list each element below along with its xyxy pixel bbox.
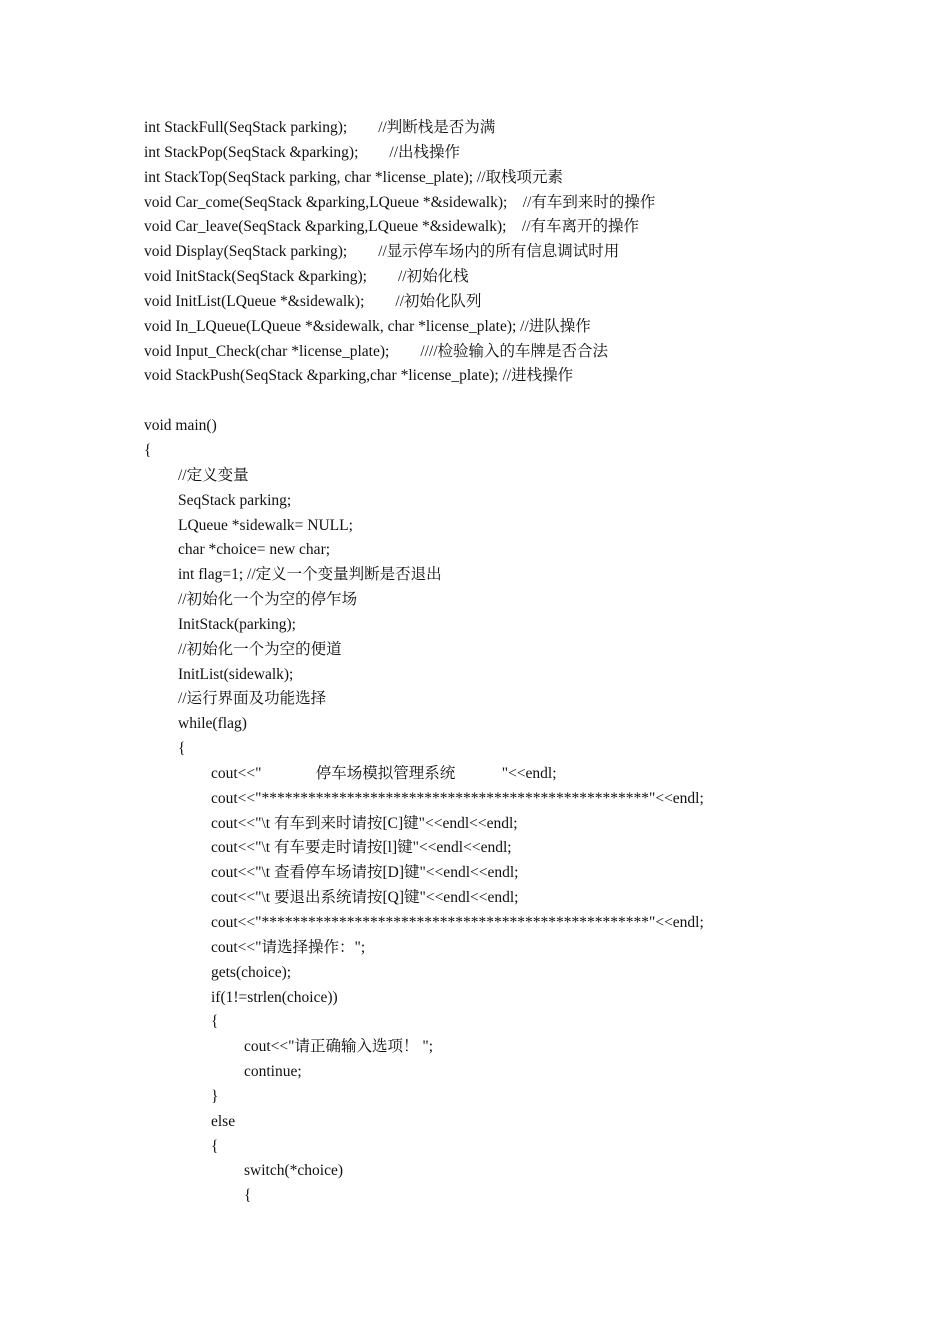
code-listing [144, 116, 704, 1209]
code-line: continue; [244, 1063, 302, 1081]
code-line: { [144, 441, 152, 459]
code-line: { [211, 1013, 219, 1031]
code-line: cout<<"**************************************************"<<endl; [211, 789, 704, 807]
code-line: InitList(sidewalk); [178, 665, 294, 683]
code-line: if(1!=strlen(choice)) [211, 988, 338, 1006]
code-line: void Car_come(SeqStack &parking,LQueue *&sidewalk); //有车到来时的操作 [144, 193, 656, 211]
code-line: LQueue *sidewalk= NULL; [178, 516, 353, 534]
code-line: int StackPop(SeqStack &parking); //出栈操作 [144, 143, 461, 161]
code-line: switch(*choice) [244, 1162, 343, 1180]
code-line: cout<<"请正确输入选项！ "; [244, 1038, 434, 1056]
blank-line [144, 389, 704, 414]
code-line: int StackFull(SeqStack parking); //判断栈是否为满 [144, 119, 496, 136]
code-line: } [211, 1087, 219, 1105]
code-line: cout<<"\t 要退出系统请按[Q]键"<<endl<<endl; [211, 889, 519, 907]
code-line: void In_LQueue(LQueue *&sidewalk, char *license_plate); //进队操作 [144, 317, 591, 335]
code-line: void main() [144, 417, 217, 435]
code-line: else [211, 1112, 236, 1130]
code-line: void Display(SeqStack parking); //显示停车场内的所有信息调试时用 [144, 243, 620, 261]
code-line: char *choice= new char; [178, 541, 331, 559]
code-line: cout<<"\t 有车到来时请按[C]键"<<endl<<endl; [211, 814, 518, 832]
code-line: InitStack(parking); [178, 615, 296, 633]
code-line: cout<<"请选择操作："; [211, 938, 366, 956]
code-line: { [178, 740, 186, 758]
code-line: cout<<" 停车场模拟管理系统 "<<endl; [211, 764, 557, 782]
code-line: cout<<"\t 查看停车场请按[D]键"<<endl<<endl; [211, 864, 519, 882]
code-line: //初始化一个为空的便道 [178, 640, 342, 658]
code-line: gets(choice); [211, 963, 292, 981]
code-line: //定义变量 [178, 466, 249, 484]
code-line: { [244, 1187, 252, 1205]
code-line: while(flag) [178, 715, 247, 733]
code-line: void Input_Check(char *license_plate); ////检验输入的车牌是否合法 [144, 342, 609, 360]
code-line: void Car_leave(SeqStack &parking,LQueue *&sidewalk); //有车离开的操作 [144, 218, 640, 236]
code-line: cout<<"**************************************************"<<endl; [211, 914, 704, 931]
code-line: //运行界面及功能选择 [178, 690, 327, 708]
code-line: void StackPush(SeqStack &parking,char *license_plate); //进栈操作 [144, 367, 574, 385]
code-line: { [211, 1137, 219, 1155]
code-line: int flag=1; //定义一个变量判断是否退出 [178, 566, 442, 584]
code-line: int StackTop(SeqStack parking, char *license_plate); //取栈项元素 [144, 168, 564, 186]
code-line: void InitList(LQueue *&sidewalk); //初始化队列 [144, 292, 482, 310]
code-line: //初始化一个为空的停乍场 [178, 591, 358, 609]
code-line: SeqStack parking; [178, 491, 292, 509]
code-line: void InitStack(SeqStack &parking); //初始化栈 [144, 268, 469, 286]
code-line: cout<<"\t 有车要走时请按[l]键"<<endl<<endl; [211, 839, 512, 857]
